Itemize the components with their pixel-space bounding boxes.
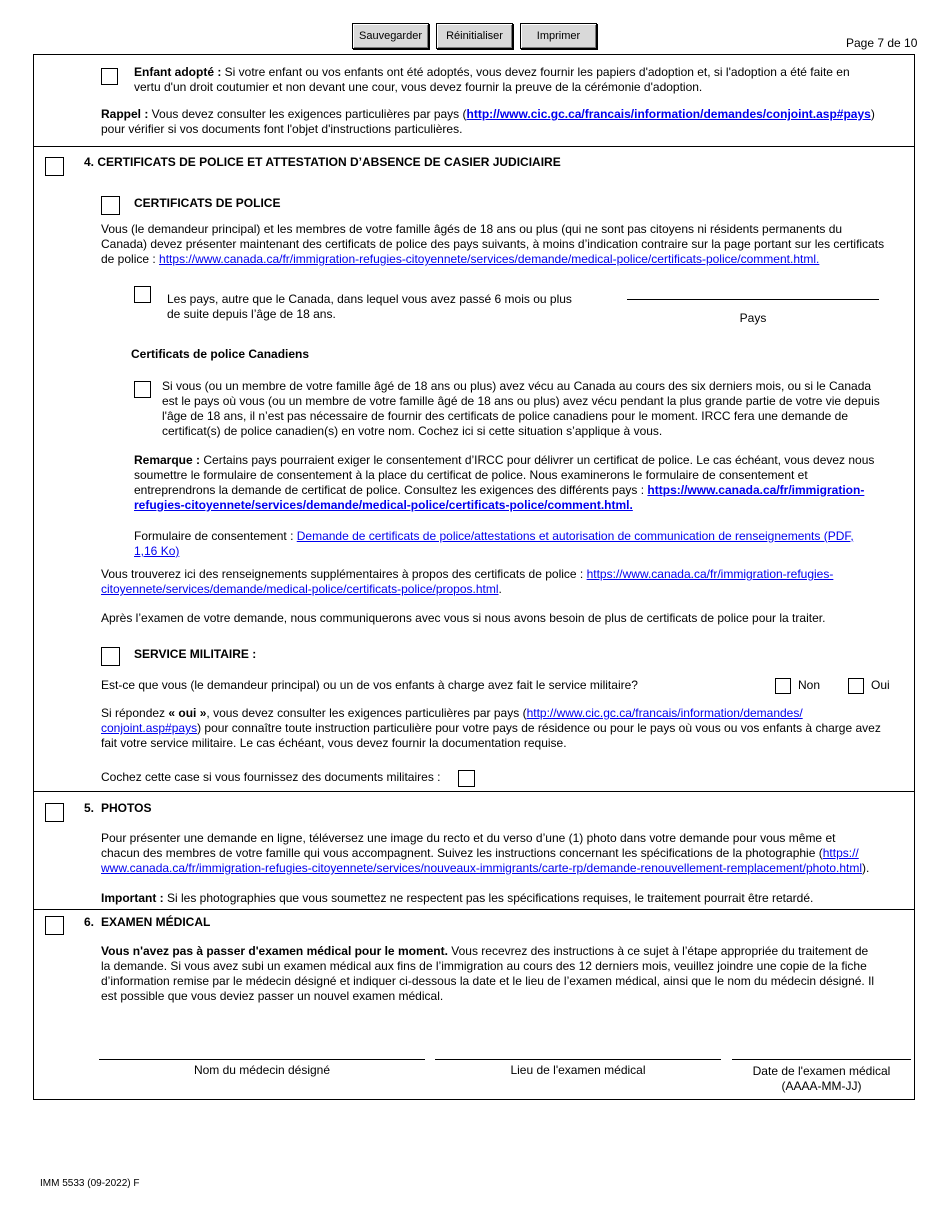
police-line1: Vous (le demandeur principal) et les membres de votre famille âgés de 18 ans ou plus (qui ne sont pas citoyens ni résidents permanents du bbox=[101, 222, 843, 236]
yes-text-line3: fait votre service militaire. Le cas échéant, vous devez fournir la documentation requise. bbox=[101, 736, 567, 750]
military-service-checkbox[interactable] bbox=[101, 647, 120, 666]
photos-link-part2[interactable]: www.canada.ca/fr/immigration-refugies-citoyennete/services/nouveaux-immigrants/carte-rp/demande-renouvellement-remplacement/photo.html bbox=[101, 861, 863, 875]
photos-link-part1[interactable]: https:// bbox=[822, 846, 859, 860]
adopted-child-line2: vertu d'un droit coutumier et non devant une cour, vous devez fournir la preuve de la cérémonie d'adoption. bbox=[134, 80, 703, 94]
medical-line4: est possible que vous deviez passer un nouvel examen médical. bbox=[101, 989, 444, 1003]
canadian-police-heading: Certificats de police Canadiens bbox=[131, 347, 310, 361]
consent-label: Formulaire de consentement : bbox=[134, 529, 297, 543]
police-line3: de police : bbox=[101, 252, 160, 266]
form-code-footer: IMM 5533 (09-2022) F bbox=[40, 1178, 140, 1189]
photos-link-end: ). bbox=[862, 861, 870, 875]
yes-text-part1: Si répondez bbox=[101, 706, 169, 720]
doctor-name-label: Nom du médecin désigné bbox=[193, 1063, 331, 1077]
canadian-police-text bbox=[162, 379, 912, 439]
exam-date-label-line2: (AAAA-MM-JJ) bbox=[781, 1079, 862, 1093]
remark-line3: entreprendrons la demande de certificat de police. Consultez les exigences des différents pays : bbox=[134, 483, 648, 497]
more-info-end: . bbox=[498, 582, 502, 596]
section4-checkbox[interactable] bbox=[45, 157, 64, 176]
photos-text bbox=[101, 831, 916, 876]
consent-form-text bbox=[134, 529, 914, 559]
after-review-text: Après l’examen de votre demande, nous communiquerons avec vous si nous avons besoin de plus de certificats de police pour la traiter. bbox=[101, 611, 826, 625]
exam-place-label: Lieu de l'examen médical bbox=[510, 1063, 646, 1077]
remark-line1: Certains pays pourraient exiger le consentement d’IRCC pour délivrer un certificat de police. Le cas échéant, vous devez nous bbox=[200, 453, 875, 467]
medical-bold-text: Vous n'avez pas à passer d'examen médical pour le moment. bbox=[101, 944, 448, 958]
print-button[interactable]: Imprimer bbox=[520, 23, 597, 49]
consent-link-part1[interactable]: Demande de certificats de police/attestations et autorisation de communication de renseignements (PDF, bbox=[296, 529, 854, 543]
military-docs-checkbox[interactable] bbox=[458, 770, 475, 787]
section4-title: 4. CERTIFICATS DE POLICE ET ATTESTATION D’ABSENCE DE CASIER JUDICIAIRE bbox=[84, 155, 561, 169]
canadian-police-checkbox[interactable] bbox=[134, 381, 151, 398]
countries-checkbox[interactable] bbox=[134, 286, 151, 303]
yes-text-line2: ) pour connaître toute instruction particulière pour votre pays de résidence ou pour le pays où vous ou vos enfants à charge avez bbox=[197, 721, 881, 735]
consent-link-part2[interactable]: 1,16 Ko) bbox=[134, 544, 180, 558]
yes-text-bold: « oui » bbox=[168, 706, 207, 720]
military-service-heading: SERVICE MILITAIRE : bbox=[134, 647, 257, 661]
canadian-line3: l'âge de 18 ans, il n’est pas nécessaire de fournir des certificats de police canadiens pour le moment. IRCC fera une demande de bbox=[162, 409, 849, 423]
canadian-line4: certificat(s) de police canadien(s) en votre nom. Cochez ici si cette situation s’applique à vous. bbox=[162, 424, 663, 438]
yes-text-part2: , vous devez consulter les exigences particulières par pays ( bbox=[206, 706, 527, 720]
military-yes-text bbox=[101, 706, 916, 751]
adopted-child-title: Enfant adopté : bbox=[134, 65, 222, 79]
country-field-label: Pays bbox=[739, 311, 767, 325]
medical-line2: la demande. Si vous avez subi un examen médical aux fins de l’immigration au cours des 12 derniers mois, veuillez joindre une copie de la fiche bbox=[101, 959, 867, 973]
reminder-end: ) bbox=[870, 107, 875, 121]
photos-line1: Pour présenter une demande en ligne, téléversez une image du recto et du verso d’une (1) photo dans votre demande pour vous même et bbox=[101, 831, 836, 845]
police-line2: Canada) devez présenter maintenant des certificats de police des pays suivants, à moins d’indication contraire sur la page portant sur les certificats bbox=[101, 237, 885, 251]
more-info-link-part1[interactable]: https://www.canada.ca/fr/immigration-refugies- bbox=[586, 567, 834, 581]
more-info-text bbox=[101, 567, 911, 597]
military-yes-label: Oui bbox=[871, 678, 890, 692]
military-yes-checkbox[interactable] bbox=[848, 678, 864, 694]
page-number: Page 7 de 10 bbox=[846, 36, 918, 50]
important-text-body: Si les photographies que vous soumettez ne respectent pas les spécifications requises, le traitement pourrait être retardé. bbox=[163, 891, 814, 905]
exam-date-label bbox=[732, 1064, 911, 1094]
reminder-line2: pour vérifier si vos documents font l'objet d'instructions particulières. bbox=[101, 122, 463, 136]
canadian-line2: est le pays où vous (ou un membre de votre famille âgé de 18 ans ou plus) avez vécu pendant la plus grande partie de votre vie depuis bbox=[162, 394, 880, 408]
medical-exam-text bbox=[101, 944, 916, 1004]
exam-date-label-line1: Date de l'examen médical bbox=[752, 1064, 891, 1078]
countries-line1: Les pays, autre que le Canada, dans lequel vous avez passé 6 mois ou plus bbox=[167, 292, 572, 306]
exam-place-field[interactable] bbox=[435, 1059, 721, 1060]
adopted-child-text bbox=[134, 65, 904, 95]
remark-link-part1[interactable]: https://www.canada.ca/fr/immigration- bbox=[647, 483, 865, 497]
photos-line2: chacun des membres de votre famille qui vous accompagnent. Suivez les instructions concernant les spécifications de la photographie ( bbox=[101, 846, 823, 860]
reminder-text bbox=[101, 107, 911, 137]
country-field-line[interactable] bbox=[627, 299, 879, 300]
section5-number: 5. bbox=[84, 801, 95, 815]
more-info-link-part2[interactable]: citoyennete/services/demande/medical-police/certificats-police/propos.html bbox=[101, 582, 499, 596]
important-label: Important : bbox=[101, 891, 164, 905]
countries-line2: de suite depuis l’âge de 18 ans. bbox=[167, 307, 336, 321]
yes-link-part1[interactable]: http://www.cic.gc.ca/francais/information/demandes/ bbox=[526, 706, 803, 720]
reminder-link[interactable]: http://www.cic.gc.ca/francais/information/demandes/conjoint.asp#pays bbox=[466, 107, 871, 121]
yes-link-part2[interactable]: conjoint.asp#pays bbox=[101, 721, 198, 735]
remark-link-part2[interactable]: refugies-citoyennete/services/demande/medical-police/certificats-police/comment.html. bbox=[134, 498, 633, 512]
police-certificates-heading: CERTIFICATS DE POLICE bbox=[134, 196, 281, 210]
medical-line3: d’information remise par le médecin désigné et indiquer ci-dessous la date et le lieu de l’examen médical, ainsi que le nom du médecin désigné. Il bbox=[101, 974, 875, 988]
adopted-child-line1: Si votre enfant ou vos enfants ont été adoptés, vous devez fournir les papiers d'adoption et, si l'adoption a été faite en bbox=[221, 65, 850, 79]
medical-line1: Vous recevrez des instructions à ce sujet à l’étape appropriée du traitement de bbox=[447, 944, 869, 958]
exam-date-field[interactable] bbox=[732, 1059, 911, 1060]
military-question: Est-ce que vous (le demandeur principal) ou un de vos enfants à charge avez fait le service militaire? bbox=[101, 678, 638, 692]
remark-label: Remarque : bbox=[134, 453, 201, 467]
reset-button[interactable]: Réinitialiser bbox=[436, 23, 513, 49]
remark-line2: soumettre le formulaire de consentement à la place du certificat de police. Nous examinerons le formulaire de consentement et bbox=[134, 468, 808, 482]
adopted-child-checkbox[interactable] bbox=[101, 68, 118, 85]
section6-number: 6. bbox=[84, 915, 95, 929]
military-no-checkbox[interactable] bbox=[775, 678, 791, 694]
photos-important-text bbox=[101, 891, 911, 906]
canadian-line1: Si vous (ou un membre de votre famille âgé de 18 ans ou plus) avez vécu au Canada au cours des six derniers mois, ou si le Canada bbox=[162, 379, 872, 393]
section6-checkbox[interactable] bbox=[45, 916, 64, 935]
police-certificates-text bbox=[101, 222, 916, 267]
police-link[interactable]: https://www.canada.ca/fr/immigration-refugies-citoyennete/services/demande/medical-police/certificats-police/comment.html. bbox=[159, 252, 820, 266]
military-docs-text: Cochez cette case si vous fournissez des documents militaires : bbox=[101, 770, 441, 784]
military-no-label: Non bbox=[798, 678, 821, 692]
doctor-name-field[interactable] bbox=[99, 1059, 425, 1060]
section5-title: PHOTOS bbox=[101, 801, 152, 815]
reminder-label: Rappel : bbox=[101, 107, 149, 121]
save-button[interactable]: Sauvegarder bbox=[352, 23, 429, 49]
reminder-text-body: Vous devez consulter les exigences particulières par pays ( bbox=[148, 107, 467, 121]
remark-text bbox=[134, 453, 914, 513]
section6-title: EXAMEN MÉDICAL bbox=[101, 915, 211, 929]
more-info-label: Vous trouverez ici des renseignements supplémentaires à propos des certificats de police : bbox=[101, 567, 587, 581]
countries-text bbox=[167, 292, 607, 322]
police-certificates-checkbox[interactable] bbox=[101, 196, 120, 215]
section5-checkbox[interactable] bbox=[45, 803, 64, 822]
